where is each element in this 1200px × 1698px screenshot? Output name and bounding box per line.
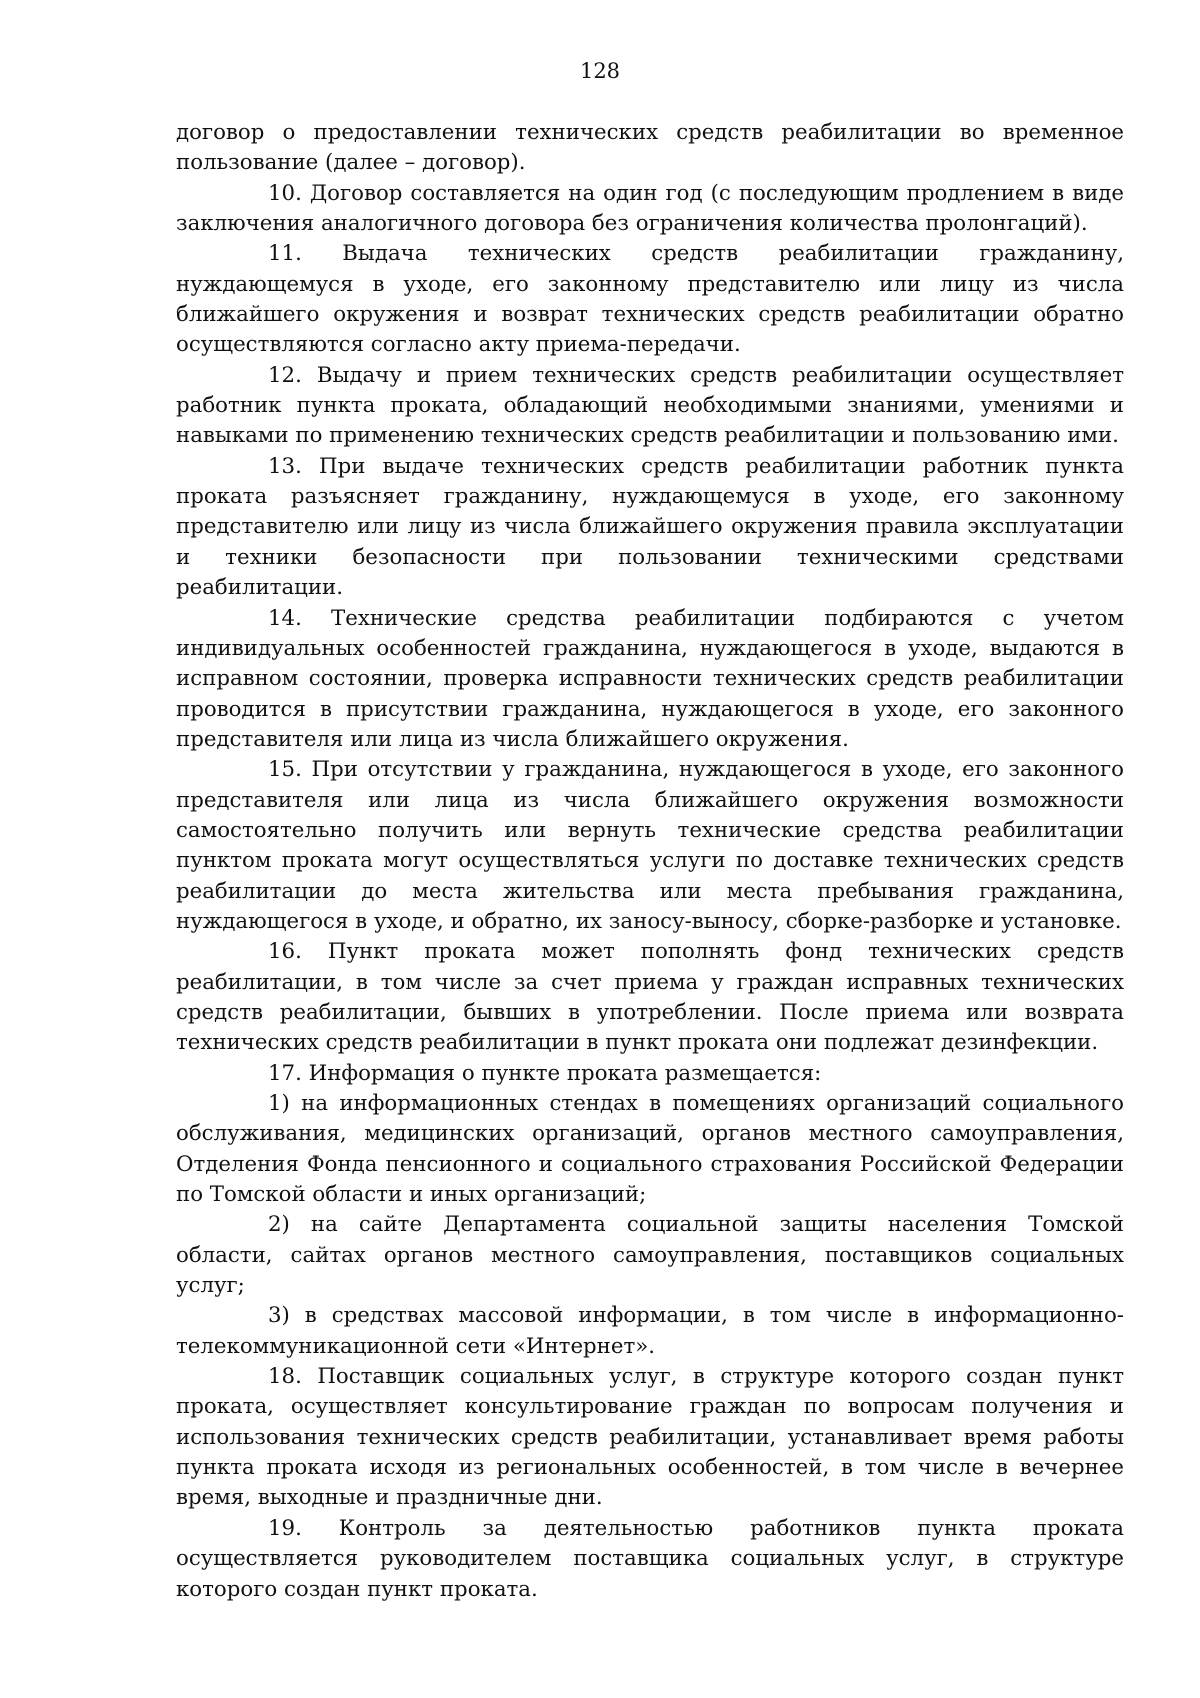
list-item-17-2: 2) на сайте Департамента социальной защиты населения Томской области, сайтах органов местного самоуправления, поставщиков социальных услуг; (176, 1212, 1124, 1299)
document-body (176, 118, 1124, 1605)
paragraph-19: 19. Контроль за деятельностью работников пункта проката осуществляется руководителем поставщика социальных услуг, в структуре которого создан пункт проката. (176, 1515, 1124, 1602)
paragraph-10: 10. Договор составляется на один год (с последующим продлением в виде заключения аналогичного договора без ограничения количества пролонгаций). (176, 180, 1124, 237)
paragraph-11: 11. Выдача технических средств реабилитации гражданину, нуждающемуся в уходе, его законному представителю или лицу из числа ближайшего окружения и возврат технических средств реабилитации обратно осуществляются согласно акту приема-передачи. (176, 241, 1124, 358)
page-number: 128 (579, 59, 621, 83)
paragraph-17: 17. Информация о пункте проката размещается: (268, 1060, 822, 1086)
paragraph-14: 14. Технические средства реабилитации подбираются с учетом индивидуальных особенностей гражданина, нуждающегося в уходе, выдаются в исправном состоянии, проверка исправности технических средств реабилитации проводится в присутствии гражданина, нуждающегося в уходе, его законного представителя или лица из числа ближайшего окружения. (176, 605, 1124, 752)
paragraph-12: 12. Выдачу и прием технических средств реабилитации осуществляет работник пункта проката, обладающий необходимыми знаниями, умениями и навыками по применению технических средств реабилитации и пользованию ими. (176, 362, 1124, 449)
paragraph-13: 13. При выдаче технических средств реабилитации работник пункта проката разъясняет гражданину, нуждающемуся в уходе, его законному представителю или лицу из числа ближайшего окружения правила эксплуатации и техники безопасности при пользовании техническими средствами реабилитации. (176, 453, 1124, 601)
paragraph-18: 18. Поставщик социальных услуг, в структуре которого создан пункт проката, осуществляет консультирование граждан по вопросам получения и использования технических средств реабилитации, устанавливает время работы пункта проката исходя из региональных особенностей, в том числе в вечернее время, выходные и праздничные дни. (176, 1364, 1124, 1511)
paragraph-15: 15. При отсутствии у гражданина, нуждающегося в уходе, его законного представителя или лица из числа ближайшего окружения возможности самостоятельно получить или вернуть технические средства реабилитации пунктом проката могут осуществляться услуги по доставке технических средств реабилитации до места жительства или места пребывания гражданина, нуждающегося в уходе, и обратно, их заносу-выносу, сборке-разборке и установке. (176, 757, 1124, 934)
list-item-17-3: 3) в средствах массовой информации, в том числе в информационно-телекоммуникационной сети «Интернет». (176, 1303, 1124, 1359)
paragraph-16: 16. Пункт проката может пополнять фонд технических средств реабилитации, в том числе за счет приема у граждан исправных технических средств реабилитации, бывших в употреблении. После приема или возврата технических средств реабилитации в пункт проката они подлежат дезинфекции. (176, 939, 1124, 1056)
list-item-17-1: 1) на информационных стендах в помещениях организаций социального обслуживания, медицинских организаций, органов местного самоуправления, Отделения Фонда пенсионного и социального страхования Российской Федерации по Томской области и иных организаций; (176, 1091, 1124, 1208)
paragraph-continuation: договор о предоставлении технических средств реабилитации во временное пользование (далее – договор). (176, 120, 1124, 176)
